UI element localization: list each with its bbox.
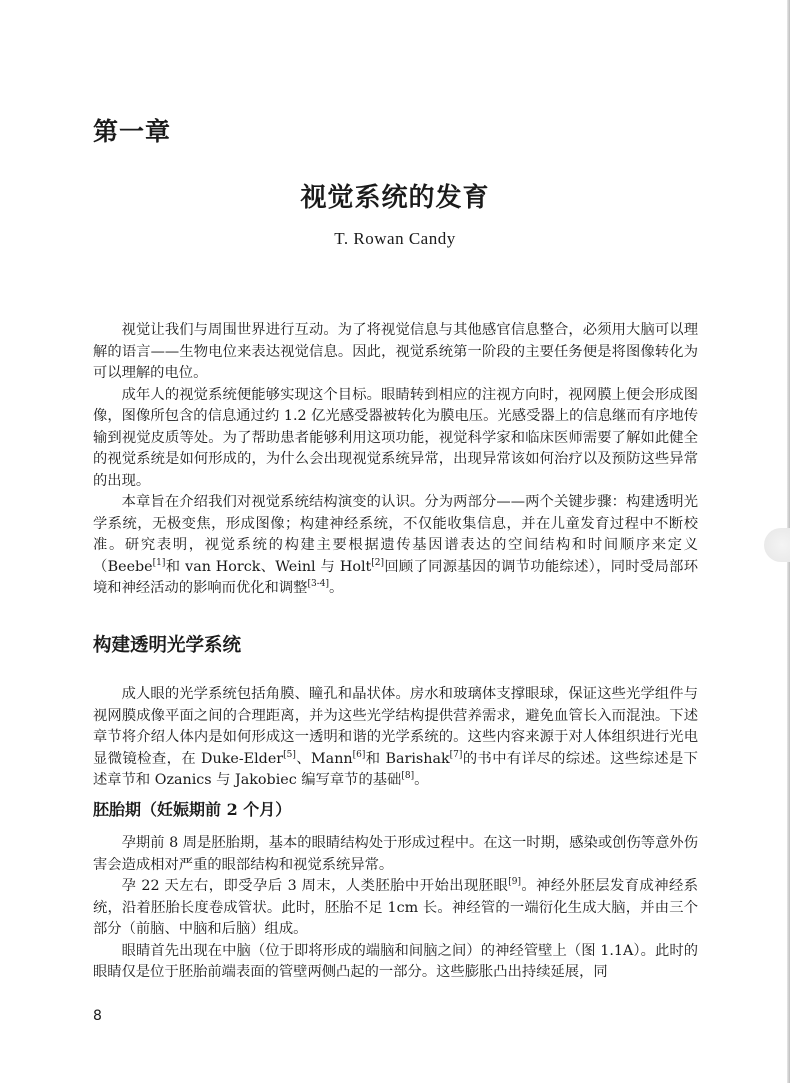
subsection-heading: 胚胎期（妊娠期前 2 个月） <box>93 800 292 819</box>
text-run: 。神经外胚层发育成神经系统，沿着胚胎长度卷成管状。此时，胚胎不足 1cm 长。神经管的一端衍化生成大脑，并由三个部分（前脑、中脑和后脑）组成。 <box>93 878 699 937</box>
text-run: 和 van Horck、Weinl 与 Holt <box>165 558 372 575</box>
text-run: 和 Barishak <box>365 750 450 767</box>
text-run: 。 <box>328 580 344 596</box>
text-run: 。 <box>414 772 429 788</box>
section-text <box>93 684 698 792</box>
text-run: 孕 22 天左右，即受孕后 3 周末，人类胚胎中开始出现胚眼 <box>121 878 509 894</box>
text-run: 本章旨在介绍我们对视觉系统结构演变的认识。分为两部分——两个关键步骤：构建透明光学系统，无极变焦，形成图像；构建神经系统，不仅能收集信息，并在儿童发育过程中不断校准。研究表明，视觉系统的构建主要根据遗传基因谱表达的空间结构和时间顺序来定义（Beebe <box>93 494 698 575</box>
text-run: 成人眼的光学系统包括角膜、瞳孔和晶状体。房水和玻璃体支撑眼球，保证这些光学组件与视网膜成像平面之间的合理距离，并为这些光学结构提供营养需求，避免血管长入而混浊。下述章节将介绍人体内是如何形成这一透明和谐的光学系统的。这些内容来源于对人体组织进行光电显微镜检查，在 Duke-Elder <box>93 686 698 767</box>
paragraph: 视觉让我们与周围世界进行互动。为了将视觉信息与其他感官信息整合，必须用大脑可以理解的语言——生物电位来表达视觉信息。因此，视觉系统第一阶段的主要任务便是将图像转化为可以理解的电位。 <box>93 322 698 381</box>
paragraph: 成年人的视觉系统便能够实现这个目标。眼睛转到相应的注视方向时，视网膜上便会形成图像，图像所包含的信息通过约 1.2 亿光感受器被转化为膜电压。光感受器上的信息继而有序地传输到视觉皮质等处。为了帮助患者能够利用这项功能，视觉科学家和临床医师需要了解如此健全的视觉系统是如何形成的，为什么会出现视觉系统异常，出现异常该如何治疗以及预防这些异常的出现。 <box>93 386 698 489</box>
section-heading: 构建透明光学系统 <box>93 635 242 656</box>
author: T. Rowan Candy <box>334 229 456 248</box>
paragraph <box>93 684 698 792</box>
citation: [3-4] <box>307 579 329 590</box>
text-run: 的书中有详尽的综述。这些综述是下述章节和 Ozanics 与 Jakobiec 编写章节的基础 <box>93 750 698 788</box>
text-run: 、Mann <box>295 750 353 767</box>
page-edge-mark <box>764 528 790 562</box>
citation: [9] <box>508 877 521 888</box>
page-number: 8 <box>93 1008 102 1024</box>
citation: [7] <box>449 749 463 760</box>
intro-text <box>93 320 698 600</box>
paragraph: 孕期前 8 周是胚胎期，基本的眼睛结构处于形成过程中。在这一时期，感染或创伤等意外伤害会造成相对严重的眼部结构和视觉系统异常。 <box>93 835 698 873</box>
chapter-label: 第一章 <box>93 117 172 146</box>
citation: [2] <box>371 557 385 568</box>
paragraph <box>93 492 698 600</box>
subsection-text <box>93 833 698 984</box>
citation: [1] <box>152 557 166 568</box>
citation: [6] <box>352 749 366 760</box>
chapter-title: 视觉系统的发育 <box>300 183 490 213</box>
citation: [8] <box>401 771 415 782</box>
citation: [5] <box>283 749 296 760</box>
paragraph: 眼睛首先出现在中脑（位于即将形成的端脑和间脑之间）的神经管壁上（图 1.1A）。此时的眼睛仅是位于胚胎前端表面的管壁两侧凸起的一部分。这些膨胀凸出持续延展，同 <box>93 942 698 980</box>
paragraph <box>93 876 698 941</box>
text-run: 回顾了同源基因的调节功能综述），同时受局部环境和神经活动的影响而优化和调整 <box>93 558 698 596</box>
